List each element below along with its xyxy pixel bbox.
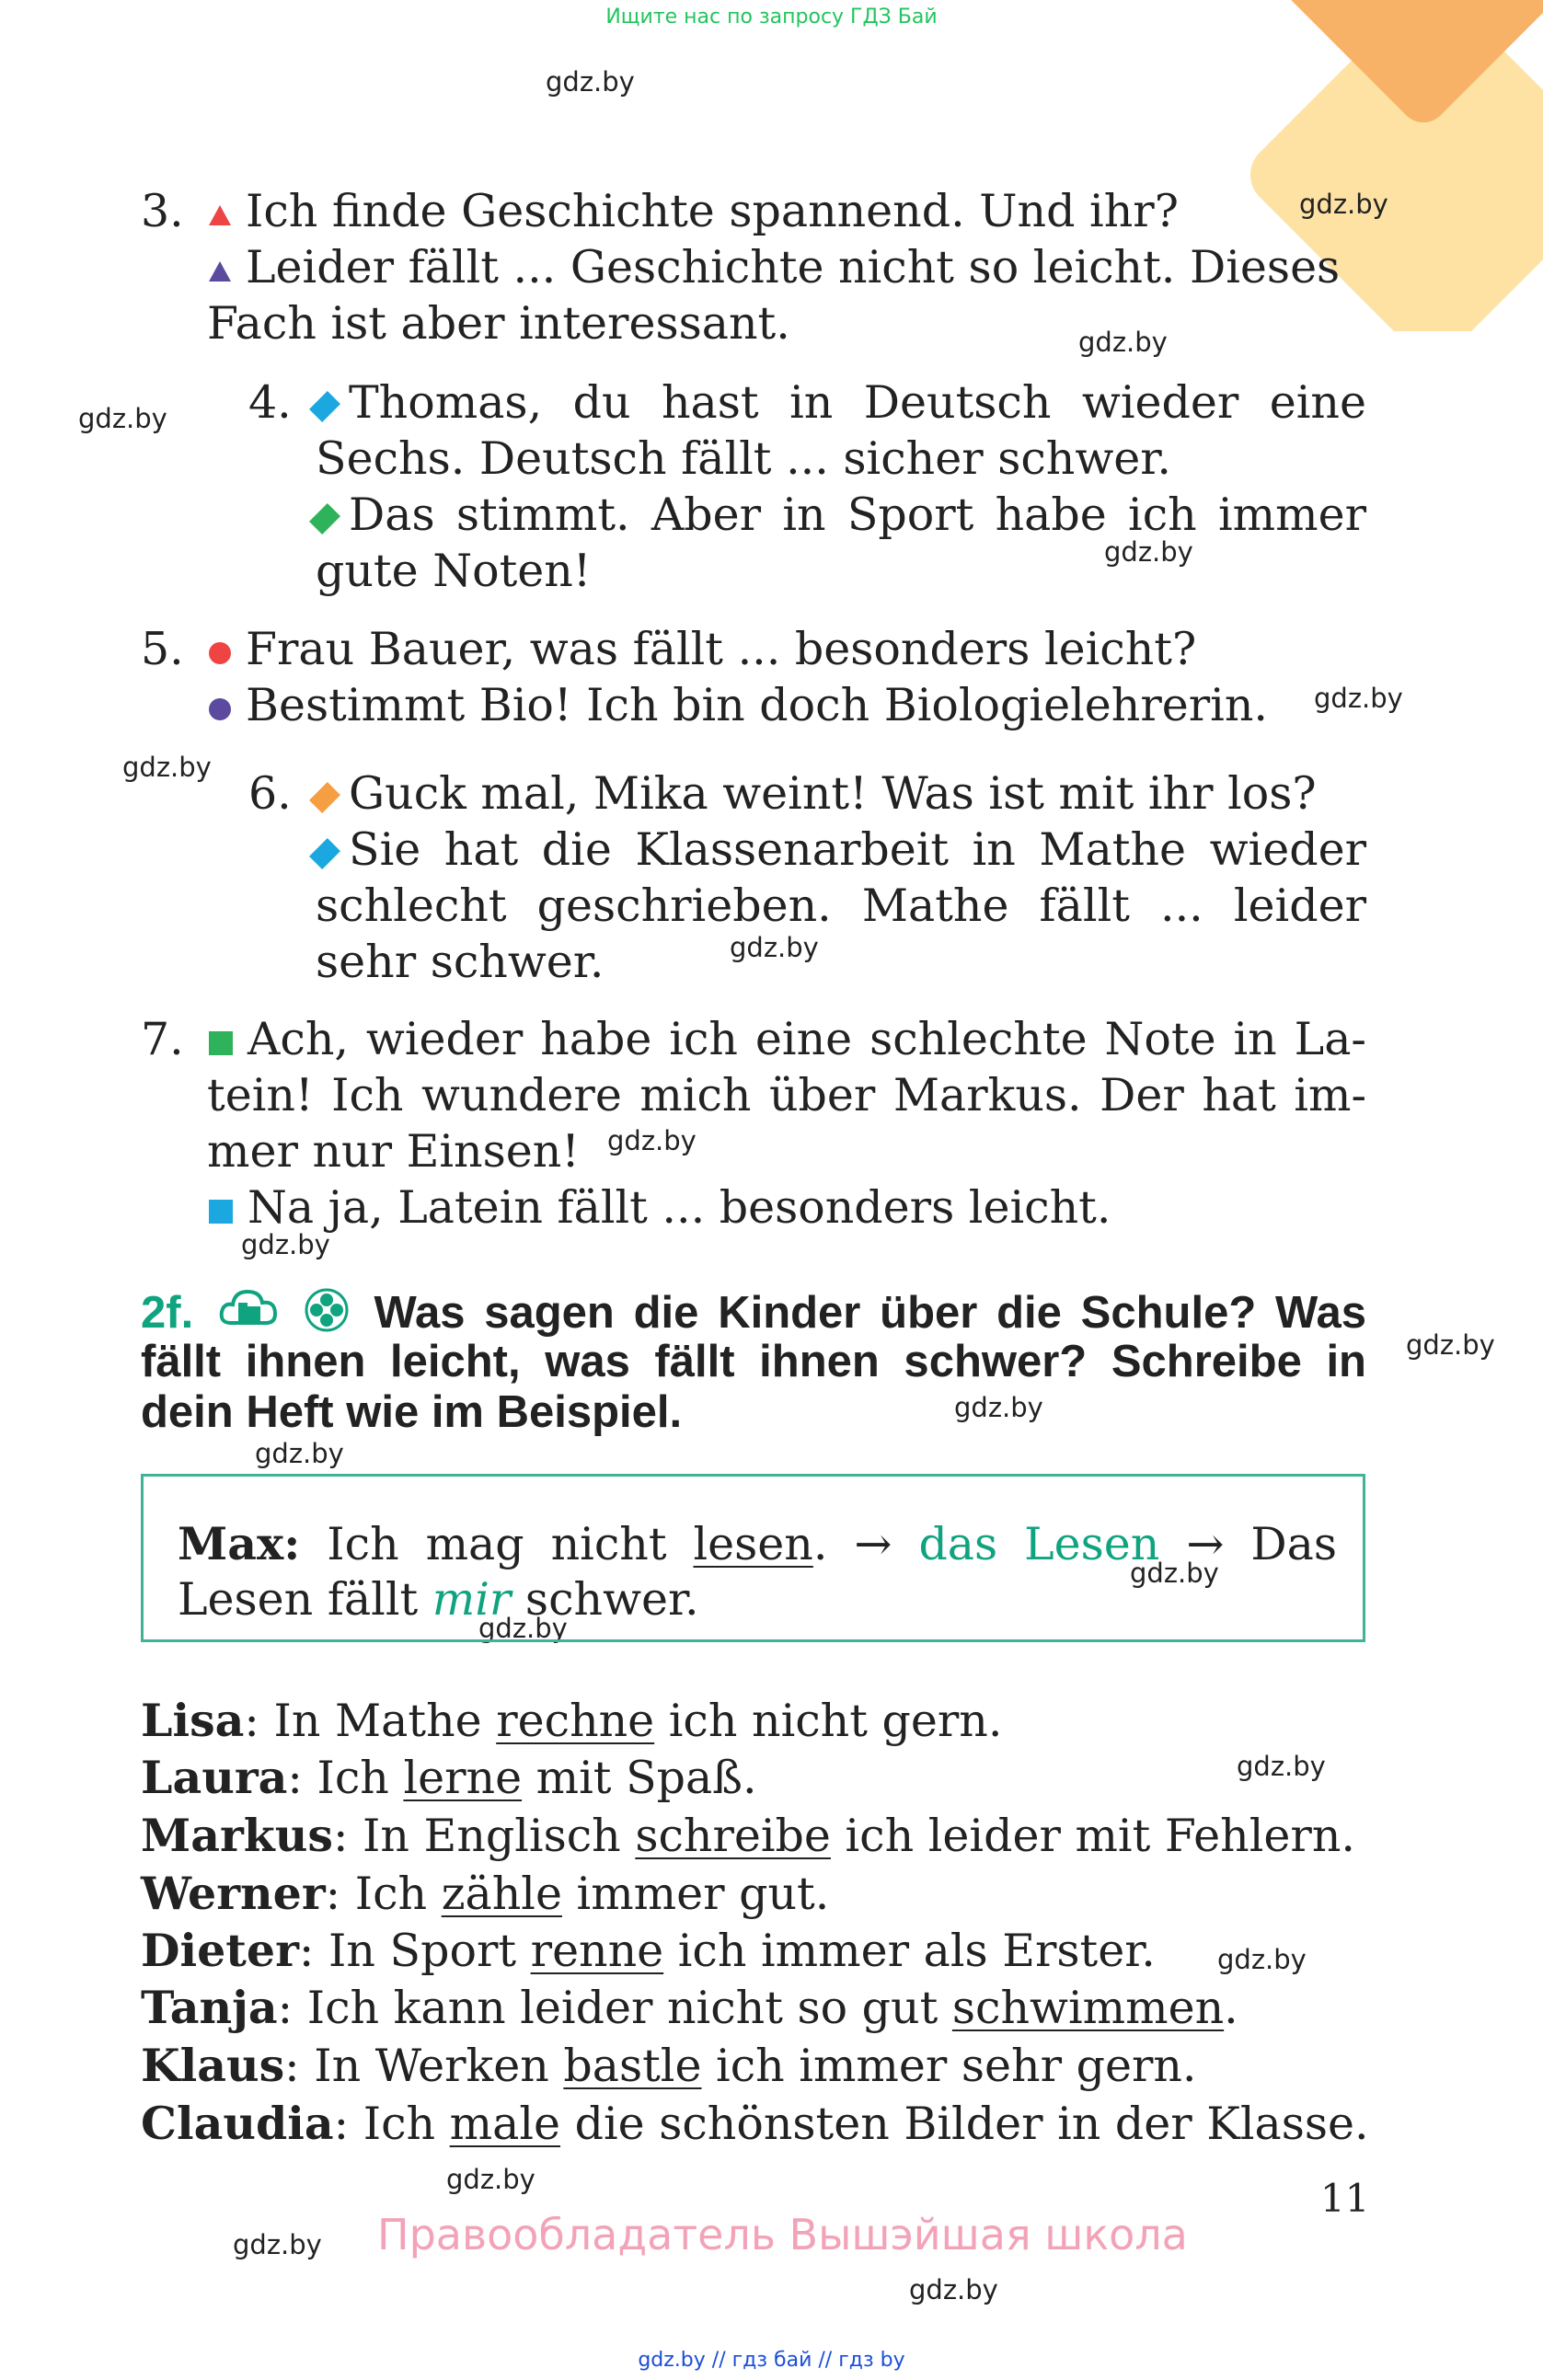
sentence-line: Tanja: Ich kann leider nicht so gut schwimmen.	[141, 1981, 1238, 2034]
green-diamond-icon	[309, 503, 340, 535]
dialogue-line: Sie hat die Klassenarbeit in Mathe wieder	[316, 822, 1366, 878]
red-dot-icon	[209, 642, 231, 664]
dialogue-number: 5.	[141, 623, 184, 675]
watermark: gdz.by	[78, 403, 167, 434]
sentence-line: Claudia: Ich male die schönsten Bilder in der Klasse.	[141, 2097, 1369, 2150]
watermark: gdz.by	[1314, 683, 1403, 714]
example-line: Lesen fällt mir schwer.	[178, 1573, 699, 1626]
cyan-diamond-icon	[309, 391, 340, 422]
dialogue-number: 3.	[141, 185, 184, 237]
sentence-line: Dieter: In Sport renne ich immer als Erster.	[141, 1924, 1156, 1977]
watermark: gdz.by	[233, 2229, 322, 2260]
watermark: gdz.by	[446, 2164, 535, 2195]
dialogue-line: Leider fällt ... Geschichte nicht so leicht. Dieses	[209, 240, 1340, 295]
watermark: gdz.by	[478, 1613, 568, 1644]
sentence-line: Laura: Ich lerne mit Spaß.	[141, 1751, 757, 1804]
watermark: gdz.by	[909, 2274, 998, 2305]
watermark: gdz.by	[546, 66, 635, 98]
watermark: gdz.by	[1406, 1329, 1495, 1361]
watermark: gdz.by	[730, 932, 819, 963]
dialogue-line: Ach, wieder habe ich eine schlechte Note in La-	[209, 1012, 1366, 1067]
watermark: gdz.by	[241, 1229, 330, 1260]
watermark: gdz.by	[122, 752, 212, 783]
top-banner[interactable]: Ищите нас по запросу ГДЗ Бай	[605, 6, 938, 29]
dialogue-number: 6.	[248, 767, 292, 820]
watermark: gdz.by	[1078, 327, 1168, 358]
dialogue-line: mer nur Einsen!	[207, 1125, 580, 1178]
dialogue-line: Das stimmt. Aber in Sport habe ich immer	[316, 488, 1366, 543]
watermark: gdz.by	[1130, 1558, 1219, 1589]
red-triangle-icon	[209, 205, 231, 225]
flower-icon	[304, 1287, 350, 1344]
orange-diamond-icon	[309, 782, 340, 813]
dialogue-line: Sechs. Deutsch fällt ... sicher schwer.	[316, 432, 1171, 485]
sentence-line: Markus: In Englisch schreibe ich leider mit Fehlern.	[141, 1809, 1355, 1862]
dialogue-line: sehr schwer.	[316, 936, 605, 988]
purple-triangle-icon	[209, 261, 231, 282]
task-instruction-line: dein Heft wie im Beispiel.	[141, 1387, 683, 1437]
task-instruction-line: fällt ihnen leicht, was fällt ihnen schwer? Schreibe in	[141, 1337, 1366, 1386]
dialogue-line: gute Noten!	[316, 545, 592, 597]
task-number: 2f.	[141, 1287, 194, 1338]
bottom-links[interactable]: gdz.by // гдз бай // гдз by	[638, 2349, 905, 2372]
copyright-notice: Правообладатель Вышэйшая школа	[377, 2210, 1188, 2259]
green-square-icon	[209, 1031, 233, 1055]
sentence-line: Klaus: In Werken bastle ich immer sehr gern.	[141, 2039, 1197, 2092]
watermark: gdz.by	[1217, 1944, 1307, 1975]
example-line: Max: Ich mag nicht lesen. → das Lesen → Das	[178, 1517, 1338, 1570]
purple-dot-icon	[209, 698, 231, 720]
watermark: gdz.by	[1299, 189, 1388, 220]
dialogue-line: Guck mal, Mika weint! Was ist mit ihr los?	[316, 766, 1317, 822]
dialogue-number: 7.	[141, 1013, 184, 1065]
sentence-line: Lisa: In Mathe rechne ich nicht gern.	[141, 1694, 1003, 1747]
task-instruction: 2f. Was sagen die Kinder über die Schule? Was	[141, 1286, 1366, 1345]
watermark: gdz.by	[1237, 1751, 1326, 1782]
watermark: gdz.by	[954, 1392, 1043, 1423]
dialogue-line: Thomas, du hast in Deutsch wieder eine	[316, 375, 1366, 431]
watermark: gdz.by	[1104, 536, 1193, 568]
page-number: 11	[1320, 2176, 1370, 2221]
dialogue-line: Ich finde Geschichte spannend. Und ihr?	[209, 184, 1179, 239]
watermark: gdz.by	[607, 1125, 697, 1156]
dialogue-number: 4.	[248, 376, 292, 429]
cyan-diamond-icon	[309, 838, 340, 869]
dialogue-line: Bestimmt Bio! Ich bin doch Biologielehrerin.	[209, 678, 1268, 733]
dialogue-line: Na ja, Latein fällt ... besonders leicht.	[209, 1180, 1111, 1236]
dialogue-line: tein! Ich wundere mich über Markus. Der hat im-	[207, 1069, 1366, 1121]
dialogue-line: Fach ist aber interessant.	[207, 297, 790, 350]
dialogue-line: Frau Bauer, was fällt ... besonders leicht?	[209, 622, 1196, 677]
sentence-line: Werner: Ich zähle immer gut.	[141, 1867, 830, 1920]
watermark: gdz.by	[255, 1438, 344, 1469]
cyan-square-icon	[209, 1200, 233, 1224]
dialogue-line: schlecht geschrieben. Mathe fällt ... leider	[316, 880, 1366, 932]
